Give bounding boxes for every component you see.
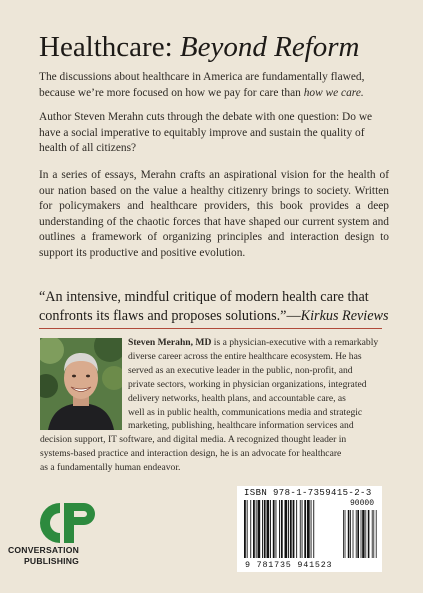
- title-plain: Healthcare:: [39, 31, 173, 63]
- bio-line: diverse career across the entire healthcare ecosystem. He has: [128, 350, 362, 362]
- bio-line-text: is a physician-executive with a remarkably: [211, 337, 379, 348]
- review-source: Kirkus Reviews: [300, 308, 389, 324]
- bio-line: served as an executive leader in the public, non-profit, and: [128, 364, 353, 376]
- bio-line: well as in public health, communications media and strategic: [128, 406, 363, 418]
- divider-rule: [39, 328, 382, 329]
- price-code: 90000: [350, 499, 375, 508]
- intro-paragraph: [39, 70, 389, 101]
- review-text: “An intensive, mindful critique of modern health care that confronts its flaws and proposes solutions.”—: [39, 289, 369, 324]
- publisher-name-line1: CONVERSATION: [8, 545, 79, 555]
- intro-text: The discussions about healthcare in America are fundamentally flawed, because we’re more focused on how we pay for care than: [39, 71, 365, 99]
- book-title: [39, 30, 399, 64]
- author-bio: [40, 336, 382, 475]
- bio-line: decision support, IT software, and digital media. A recognized thought leader in: [40, 434, 347, 446]
- bio-line: delivery networks, health plans, and accountable care, as: [128, 392, 346, 404]
- intro-emphasis: how we care.: [303, 86, 364, 99]
- bio-line: marketing, publishing, healthcare information services and: [128, 420, 354, 432]
- bio-line: as a fundamentally human endeavor.: [40, 462, 181, 474]
- title-italic: Beyond Reform: [179, 31, 360, 63]
- author-name: Steven Merahn, MD: [128, 337, 212, 348]
- question-paragraph: Author Steven Merahn cuts through the debate with one question: Do we have a social imperative to equitably improve and sustain the quality of health of all citizens?: [39, 111, 373, 155]
- description-paragraph: In a series of essays, Merahn crafts an aspirational vision for the health of our nation based on the value a healthy citizenry brings to society. Written for policymakers and healthcare providers, this book provides a deep understanding of the chaotic forces that have shaped our current system and outlines a framework of organizing principles and interaction design to support its productive and positive evolution.: [39, 169, 389, 259]
- publisher-name-line2: PUBLISHING: [24, 556, 79, 566]
- barcode-digits: 9 781735 941523: [245, 560, 333, 570]
- isbn-label: ISBN 978-1-7359415-2-3: [244, 488, 372, 498]
- bio-line: systems-based practice and interaction design, he is an advocate for healthcare: [40, 448, 342, 460]
- review-quote: [39, 288, 391, 326]
- bio-line: [40, 336, 382, 350]
- bio-line: private sectors, working in physician organizations, integrated: [128, 378, 367, 390]
